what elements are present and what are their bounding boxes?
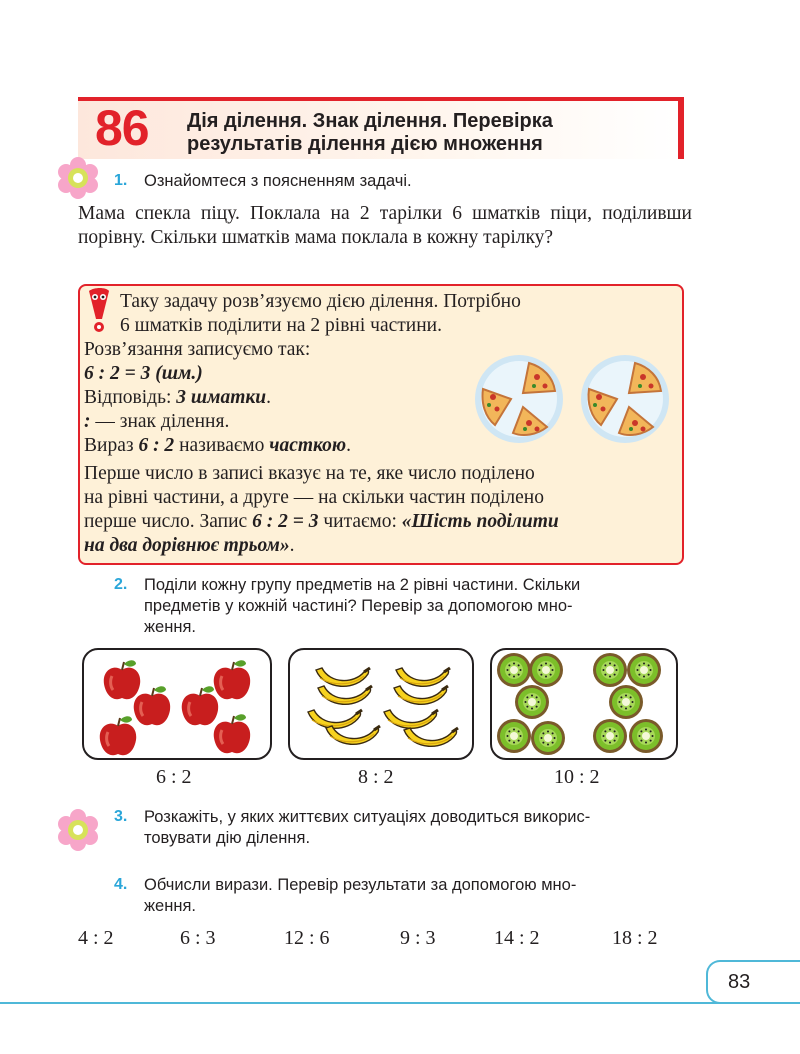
task4-expression: 9 : 3 bbox=[400, 927, 436, 949]
apples-group bbox=[82, 648, 272, 760]
lesson-title-line1: Дія ділення. Знак ділення. Перевірка bbox=[187, 110, 553, 132]
kiwi-icon bbox=[497, 719, 531, 753]
explanation-line10 bbox=[84, 510, 559, 534]
apple-icon bbox=[182, 686, 218, 725]
answer-label: Відповідь: bbox=[84, 387, 177, 408]
task2-text bbox=[144, 575, 580, 638]
task4-number: 4. bbox=[114, 876, 128, 893]
banana-icon bbox=[316, 668, 370, 686]
banana-icon bbox=[326, 726, 380, 744]
line11-end: . bbox=[289, 535, 295, 556]
quotient-line bbox=[84, 434, 351, 458]
line10-quote: «Шість поділити bbox=[401, 511, 559, 532]
quotient-prefix: Вираз bbox=[84, 435, 139, 456]
kiwis-image bbox=[492, 650, 676, 758]
division-sign: : bbox=[84, 411, 91, 432]
kiwi-icon bbox=[531, 721, 565, 755]
task1-text: Ознайомтеся з поясненням задачі. bbox=[144, 172, 412, 190]
quotient-mid: називаємо bbox=[174, 435, 270, 456]
apple-icon bbox=[214, 714, 250, 753]
apple-icon bbox=[104, 660, 140, 699]
page-number: 83 bbox=[706, 960, 800, 1004]
lesson-number: 86 bbox=[95, 100, 149, 156]
banana-icon bbox=[308, 710, 362, 728]
task2-line3: ження. bbox=[144, 618, 196, 636]
apples-image bbox=[84, 650, 270, 758]
line10-expression: 6 : 2 = 3 bbox=[252, 511, 319, 532]
kiwi-icon bbox=[497, 653, 531, 687]
apple-icon bbox=[134, 686, 170, 725]
pizza-plate-icon bbox=[578, 352, 672, 446]
explanation-line9: на рівні частини, а друге — на скільки частин поділено bbox=[84, 487, 544, 508]
solution-record: 6 : 2 = 3 (шм.) bbox=[84, 363, 203, 384]
kiwi-icon bbox=[609, 685, 643, 719]
group-expression-apples: 6 : 2 bbox=[156, 766, 192, 788]
task4-expression: 18 : 2 bbox=[612, 927, 658, 949]
task4-expression: 12 : 6 bbox=[284, 927, 330, 949]
lesson-title bbox=[187, 110, 553, 156]
task1-number: 1. bbox=[114, 172, 128, 189]
flower-icon bbox=[54, 806, 102, 854]
explanation-line2: 6 шматків поділити на 2 рівні частини. bbox=[120, 315, 442, 336]
kiwi-icon bbox=[593, 653, 627, 687]
answer-line bbox=[84, 386, 271, 410]
explanation-line3: Розв’язання записуємо так: bbox=[84, 339, 311, 360]
task3-line1: Розкажіть, у яких життєвих ситуаціях доводиться викорис- bbox=[144, 808, 591, 826]
line10-prefix: перше число. Запис bbox=[84, 511, 253, 532]
task4-expression: 14 : 2 bbox=[494, 927, 540, 949]
pizza-plate-icon bbox=[472, 352, 566, 446]
lesson-title-line2: результатів ділення дією множення bbox=[187, 133, 543, 155]
task1-story: Мама спекла піцу. Поклала на 2 тарілки 6 шматків піци, поділивши порівну. Скільки шматків мама поклала в кожну тарілку? bbox=[78, 203, 692, 248]
task2-line1: Поділи кожну групу предметів на 2 рівні частини. Скільки bbox=[144, 576, 581, 594]
exclamation-icon bbox=[86, 287, 112, 333]
banana-icon bbox=[404, 728, 458, 746]
kiwi-icon bbox=[629, 719, 663, 753]
answer-value: 3 шматки bbox=[176, 387, 267, 408]
task2-line2: предметів у кожній частині? Перевір за допомогою мно- bbox=[144, 597, 573, 615]
task2-number: 2. bbox=[114, 576, 128, 593]
page-footer-line bbox=[0, 1002, 800, 1004]
explanation-line8: Перше число в записі вказує на те, яке число поділено bbox=[84, 463, 535, 484]
kiwis-group bbox=[490, 648, 678, 760]
explanation-line1: Таку задачу розв’язуємо дією ділення. Потрібно bbox=[120, 291, 521, 312]
division-sign-line bbox=[84, 410, 229, 434]
kiwi-icon bbox=[627, 653, 661, 687]
line10-mid: читаємо: bbox=[318, 511, 402, 532]
kiwi-icon bbox=[515, 685, 549, 719]
banana-icon bbox=[394, 686, 448, 704]
quotient-end: . bbox=[346, 435, 352, 456]
bananas-group bbox=[288, 648, 474, 760]
flower-icon bbox=[54, 154, 102, 202]
group-expression-kiwis: 10 : 2 bbox=[554, 766, 600, 788]
banana-icon bbox=[318, 686, 372, 704]
task4-text bbox=[144, 875, 576, 917]
task3-number: 3. bbox=[114, 808, 128, 825]
task3-text bbox=[144, 807, 590, 849]
kiwi-icon bbox=[529, 653, 563, 687]
quotient-term: часткою bbox=[269, 435, 347, 456]
answer-end: . bbox=[266, 387, 272, 408]
task4-expression: 4 : 2 bbox=[78, 927, 114, 949]
task4-line1: Обчисли вирази. Перевір результати за допомогою мно- bbox=[144, 876, 577, 894]
task4-line2: ження. bbox=[144, 897, 196, 915]
task4-expression: 6 : 3 bbox=[180, 927, 216, 949]
group-expression-bananas: 8 : 2 bbox=[358, 766, 394, 788]
apple-icon bbox=[100, 716, 136, 755]
task3-line2: товувати дію ділення. bbox=[144, 829, 311, 847]
banana-icon bbox=[384, 710, 438, 728]
division-sign-text: — знак ділення. bbox=[90, 411, 230, 432]
kiwi-icon bbox=[593, 719, 627, 753]
line11-quote: на два дорівнює трьом» bbox=[84, 535, 290, 556]
bananas-image bbox=[290, 650, 472, 758]
banana-icon bbox=[396, 668, 450, 686]
quotient-expression: 6 : 2 bbox=[138, 435, 175, 456]
apple-icon bbox=[214, 660, 250, 699]
explanation-line11 bbox=[84, 534, 294, 558]
